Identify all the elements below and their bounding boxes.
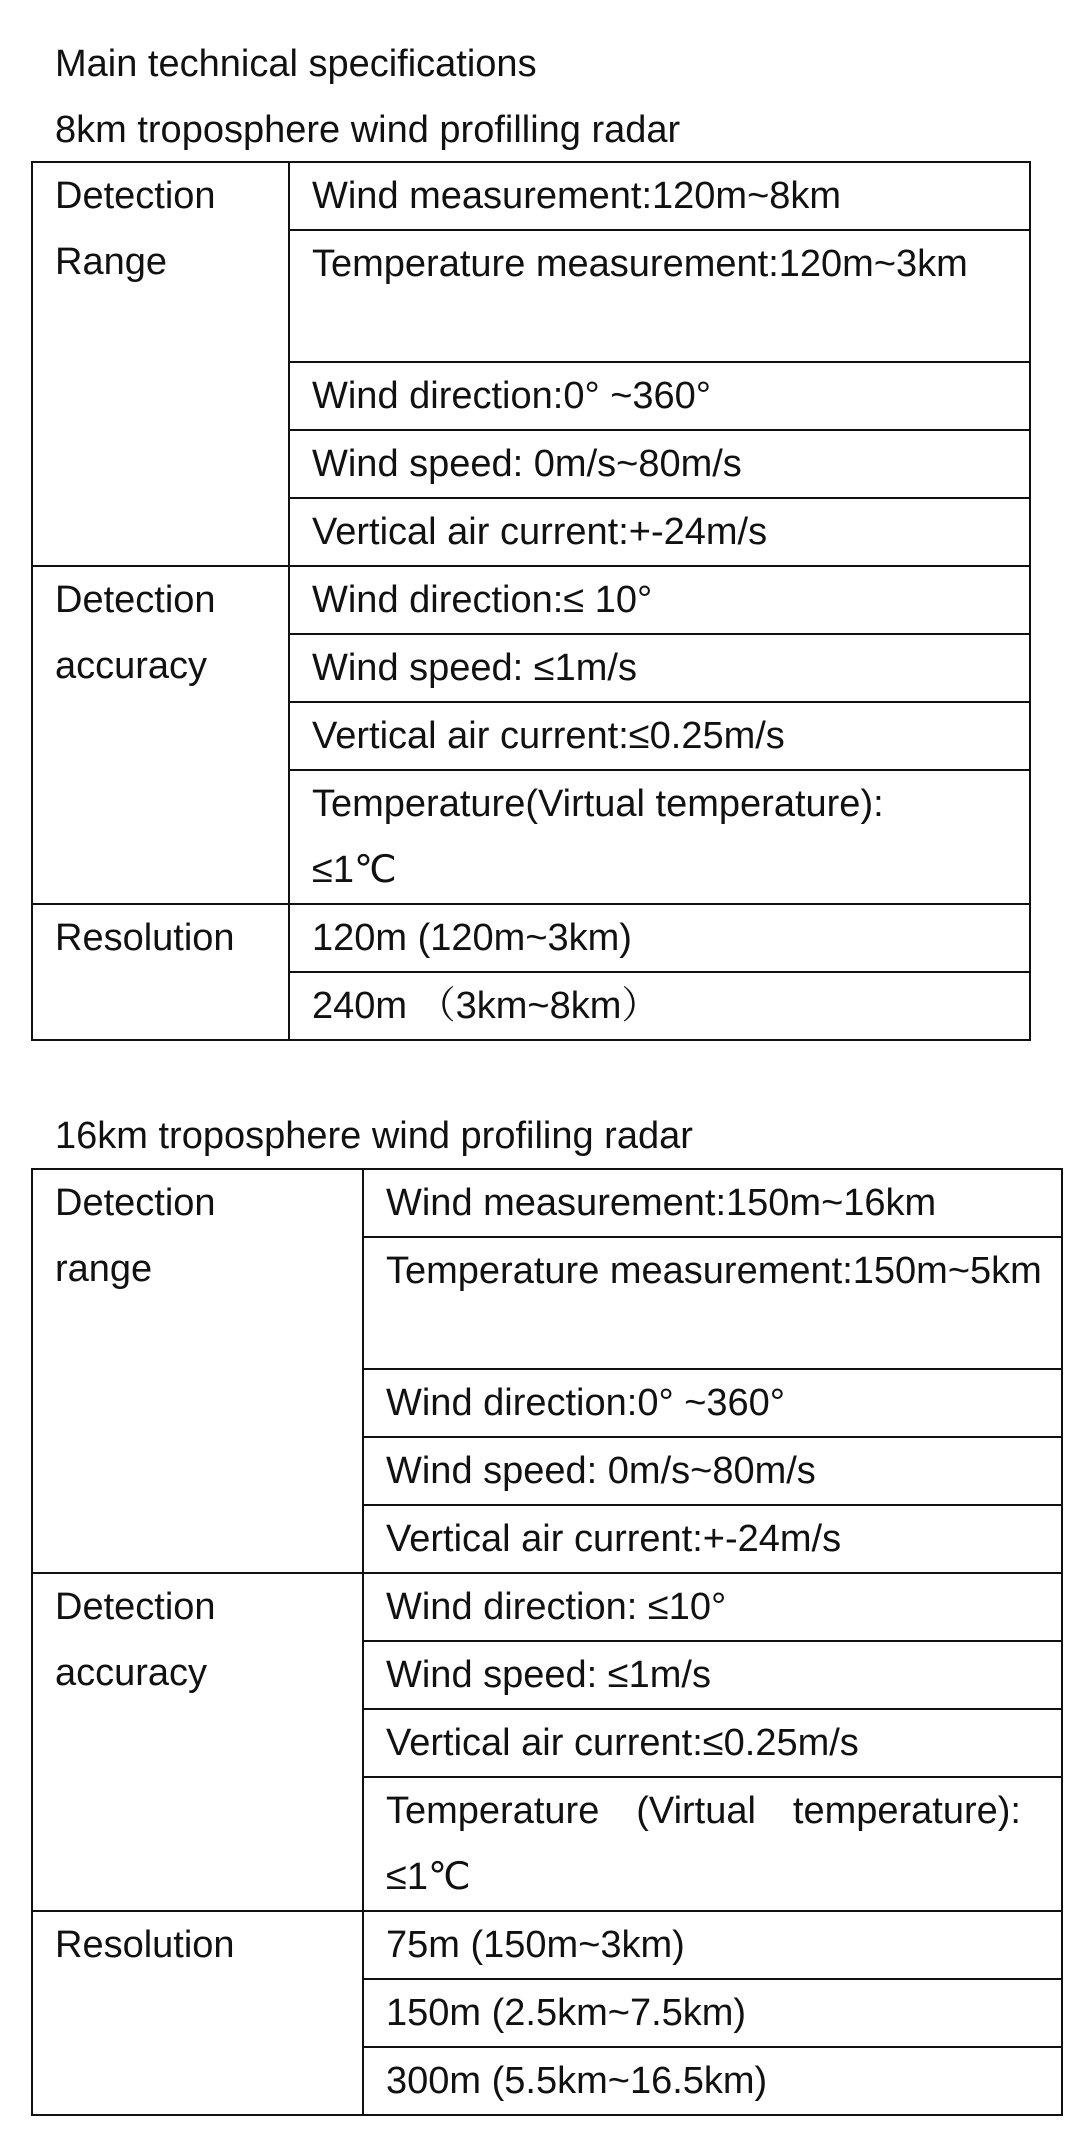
category-detection-range: Detection range — [32, 1169, 363, 1573]
category-detection-range: Detection Range — [32, 162, 289, 566]
spec-value: Wind speed: 0m/s~80m/s — [289, 430, 1030, 498]
spec-value: Wind direction:0° ~360° — [363, 1369, 1062, 1437]
spec-value: Vertical air current:≤0.25m/s — [363, 1709, 1062, 1777]
spec-value: Wind speed: 0m/s~80m/s — [363, 1437, 1062, 1505]
spec-value: Temperature measurement:150m~5km — [363, 1237, 1062, 1369]
category-resolution: Resolution — [32, 904, 289, 1040]
radar-8km-title: 8km troposphere wind profilling radar — [55, 109, 681, 151]
spec-value: Wind direction:0° ~360° — [289, 362, 1030, 430]
spec-value: Wind direction: ≤10° — [363, 1573, 1062, 1641]
spec-value: Vertical air current:+-24m/s — [363, 1505, 1062, 1573]
spec-value: 150m (2.5km~7.5km) — [363, 1979, 1062, 2047]
radar-16km-spec-table — [31, 1168, 1063, 2116]
spec-value: Vertical air current:+-24m/s — [289, 498, 1030, 566]
spec-value: 300m (5.5km~16.5km) — [363, 2047, 1062, 2115]
spec-value: Wind direction:≤ 10° — [289, 566, 1030, 634]
spec-value: 240m （3km~8km） — [289, 972, 1030, 1040]
spec-value: 120m (120m~3km) — [289, 904, 1030, 972]
spec-value: Wind measurement:150m~16km — [363, 1169, 1062, 1237]
spec-value: Temperature(Virtual temperature): ≤1℃ — [289, 770, 1030, 904]
spec-value: Wind measurement:120m~8km — [289, 162, 1030, 230]
radar-16km-title: 16km troposphere wind profiling radar — [55, 1115, 693, 1157]
category-detection-accuracy: Detection accuracy — [32, 566, 289, 904]
spec-value: Wind speed: ≤1m/s — [289, 634, 1030, 702]
category-detection-accuracy: Detection accuracy — [32, 1573, 363, 1911]
document-heading: Main technical specifications — [55, 43, 537, 85]
category-resolution: Resolution — [32, 1911, 363, 2115]
radar-8km-spec-table — [31, 161, 1031, 1041]
spec-value: Vertical air current:≤0.25m/s — [289, 702, 1030, 770]
spec-value: Temperature measurement:120m~3km — [289, 230, 1030, 362]
spec-value: 75m (150m~3km) — [363, 1911, 1062, 1979]
spec-value: Wind speed: ≤1m/s — [363, 1641, 1062, 1709]
spec-value: Temperature (Virtual temperature): ≤1℃ — [363, 1777, 1062, 1911]
